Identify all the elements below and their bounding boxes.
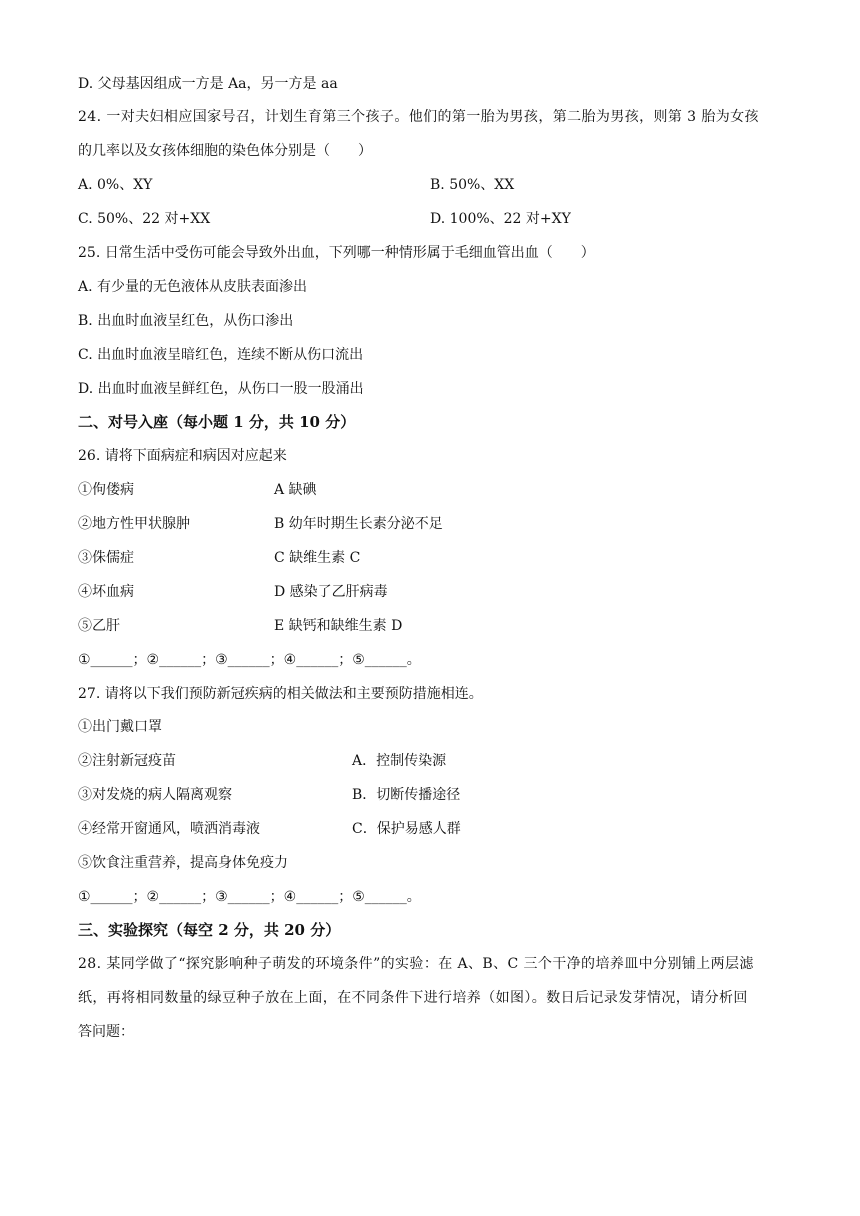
q26-left-item: ①佝偻病 xyxy=(78,482,134,498)
q26-right-item: E 缺钙和缺维生素 D xyxy=(274,618,403,634)
q26-right-item: A 缺碘 xyxy=(274,482,317,498)
q26-left-item: ⑤乙肝 xyxy=(78,618,120,634)
q26-left-item: ③侏儒症 xyxy=(78,550,134,566)
q25-stem: 25. 日常生活中受伤可能会导致外出血，下列哪一种情形属于毛细血管出血（ ） xyxy=(78,245,595,261)
q27-right-item: C．保护易感人群 xyxy=(352,821,461,837)
q27-left-item: ③对发烧的病人隔离观察 xyxy=(78,787,232,803)
q27-left-item: ②注射新冠疫苗 xyxy=(78,753,176,769)
q26-right-item: D 感染了乙肝病毒 xyxy=(274,584,388,600)
q25-option-a: A. 有少量的无色液体从皮肤表面渗出 xyxy=(78,279,308,295)
q23-option-d: D. 父母基因组成一方是 Aa，另一方是 aa xyxy=(78,76,338,92)
q25-option-d: D. 出血时血液呈鲜红色，从伤口一股一股涌出 xyxy=(78,381,364,397)
q27-answer-line: ①______；②______；③______；④______；⑤______。 xyxy=(78,889,421,905)
q24-option-a: A. 0%、XY xyxy=(78,177,153,193)
q27-stem: 27. 请将以下我们预防新冠疾病的相关做法和主要预防措施相连。 xyxy=(78,686,483,702)
q26-left-item: ②地方性甲状腺肿 xyxy=(78,516,190,532)
q26-right-item: C 缺维生素 C xyxy=(274,550,361,566)
q27-left-item: ⑤饮食注重营养，提高身体免疫力 xyxy=(78,855,288,871)
q28-stem-line1: 28. 某同学做了“探究影响种子萌发的环境条件”的实验：在 A、B、C 三个干净的培养皿中分别铺上两层滤 xyxy=(78,956,754,972)
q27-left-item: ④经常开窗通风，喷洒消毒液 xyxy=(78,821,260,837)
section2-heading: 二、对号入座（每小题 1 分，共 10 分） xyxy=(78,413,356,431)
q26-right-item: B 幼年时期生长素分泌不足 xyxy=(274,516,443,532)
q27-left-item: ①出门戴口罩 xyxy=(78,719,162,735)
q26-answer-line: ①______；②______；③______；④______；⑤______。 xyxy=(78,652,421,668)
q24-stem-line1: 24. 一对夫妇相应国家号召，计划生育第三个孩子。他们的第一胎为男孩，第二胎为男孩，则第 3 胎为女孩 xyxy=(78,109,759,125)
q24-option-b: B. 50%、XX xyxy=(430,177,515,193)
q26-left-item: ④坏血病 xyxy=(78,584,134,600)
q24-stem-line2: 的几率以及女孩体细胞的染色体分别是（ ） xyxy=(78,143,372,159)
q28-stem-line2: 纸，再将相同数量的绿豆种子放在上面，在不同条件下进行培养（如图）。数日后记录发芽情况，请分析回 xyxy=(78,990,748,1006)
q25-option-c: C. 出血时血液呈暗红色，连续不断从伤口流出 xyxy=(78,347,364,363)
section3-heading: 三、实验探究（每空 2 分，共 20 分） xyxy=(78,921,341,939)
q24-option-d: D. 100%、22 对+XY xyxy=(430,211,571,227)
q27-right-item: A．控制传染源 xyxy=(352,753,447,769)
q27-right-item: B．切断传播途径 xyxy=(352,787,461,803)
q25-option-b: B. 出血时血液呈红色，从伤口渗出 xyxy=(78,313,294,329)
q26-stem: 26. 请将下面病症和病因对应起来 xyxy=(78,448,287,464)
q24-option-c: C. 50%、22 对+XX xyxy=(78,211,211,227)
q28-stem-line3: 答问题： xyxy=(78,1024,134,1040)
